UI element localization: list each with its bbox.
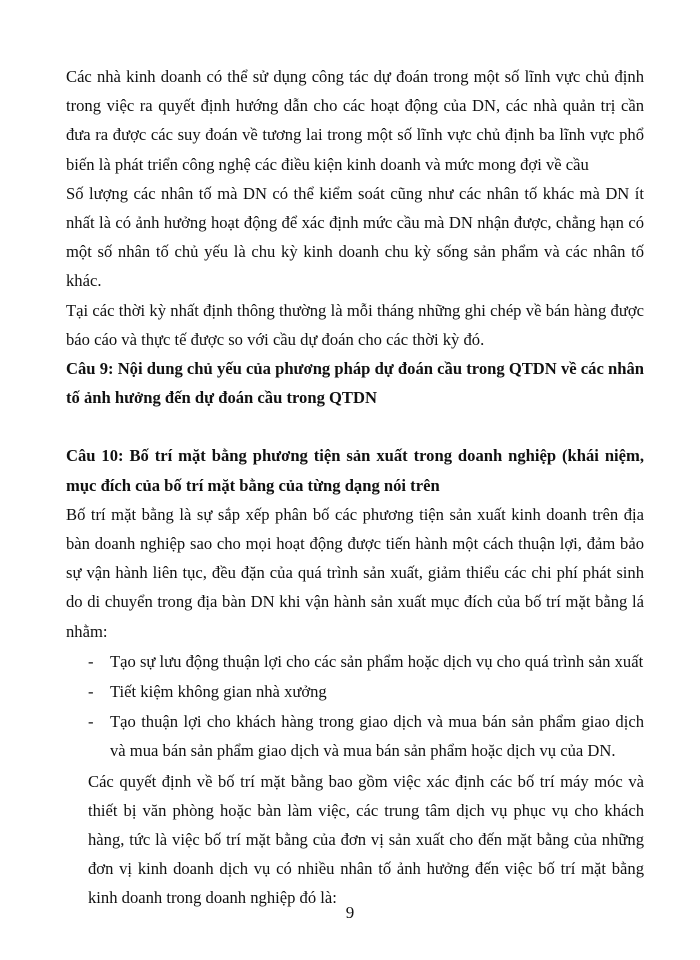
purpose-list bbox=[66, 647, 644, 766]
closing-paragraph: Các quyết định về bố trí mặt bằng bao gồm việc xác định các bố trí máy móc và thiết bị văn phòng hoặc bàn làm việc, các trung tâm dịch vụ phục vụ cho khách hàng, tức là việc bố trí mặt bằng của đơn vị sản xuất cho đến mặt bằng của những đơn vị kinh doanh dịch vụ có nhiều nhân tố ảnh hưởng đến việc bố trí mặt bằng kinh doanh trong doanh nghiệp đó là: bbox=[88, 771, 644, 908]
dash-marker: - bbox=[88, 651, 94, 671]
blank-line bbox=[66, 412, 644, 441]
dash-marker: - bbox=[88, 712, 94, 732]
intro-paragraph-2: Số lượng các nhân tố mà DN có thể kiểm soát cũng như các nhân tố khác mà DN ít nhất là có ảnh hưởng hoạt động để xác định mức cầu mà DN nhận được, chẳng hạn có một số nhân tố chủ yếu là chu kỳ kinh doanh chu kỳ sống sản phẩm và các nhân tố khác. bbox=[66, 183, 644, 291]
dash-marker: - bbox=[88, 682, 94, 702]
question-10-paragraph: Bố trí mặt bằng là sự sắp xếp phân bố các phương tiện sản xuất kinh doanh trên địa bàn doanh nghiệp sao cho mọi hoạt động được tiến hành một cách thuận lợi, đảm bảo sự vận hành liên tục, đều đặn của quá trình sản xuất, giảm thiểu các chi phí phát sinh do di chuyển trong địa bàn DN khi vận hành sản xuất mục đích của bố trí mặt bằng lá nhằm: bbox=[66, 504, 644, 641]
list-item-text: Tạo sự lưu động thuận lợi cho các sản phẩm hoặc dịch vụ cho quá trình sản xuất bbox=[110, 651, 644, 671]
list-item-text: Tạo thuận lợi cho khách hàng trong giao dịch và mua bán sản phẩm giao dịch và mua bán sản phẩm giao dịch và mua bán sản phẩm hoặc dịch vụ của DN. bbox=[110, 712, 644, 761]
question-9-heading: Câu 9: Nội dung chủ yếu của phương pháp dự đoán cầu trong QTDN về các nhân tố ảnh hưởng đến dự đoán cầu trong QTDN bbox=[66, 359, 644, 408]
page-content bbox=[66, 62, 644, 913]
list-item bbox=[66, 677, 644, 706]
list-item bbox=[66, 707, 644, 765]
intro-paragraph-1: Các nhà kinh doanh có thể sử dụng công tác dự đoán trong một số lĩnh vực chủ định trong việc ra quyết định hướng dẫn cho các hoạt động của DN, các nhà quản trị cần đưa ra được các suy đoán về tương lai trong một số lĩnh vực chủ định ba lĩnh vực phổ biến là phát triển công nghệ các điều kiện kinh doanh và mức mong đợi về cầu bbox=[66, 67, 644, 174]
list-item bbox=[66, 647, 644, 676]
page-number: 9 bbox=[345, 903, 355, 922]
list-item-text: Tiết kiệm không gian nhà xưởng bbox=[110, 682, 327, 702]
question-10-heading: Câu 10: Bố trí mặt bằng phương tiện sản xuất trong doanh nghiệp (khái niệm, mục đích của bố trí mặt bằng của từng dạng nói trên bbox=[66, 446, 644, 495]
intro-paragraph-3: Tại các thời kỳ nhất định thông thường là mỗi tháng những ghi chép về bán hàng được báo cáo và thực tế được so với cầu dự đoán cho các thời kỳ đó. bbox=[66, 300, 644, 349]
